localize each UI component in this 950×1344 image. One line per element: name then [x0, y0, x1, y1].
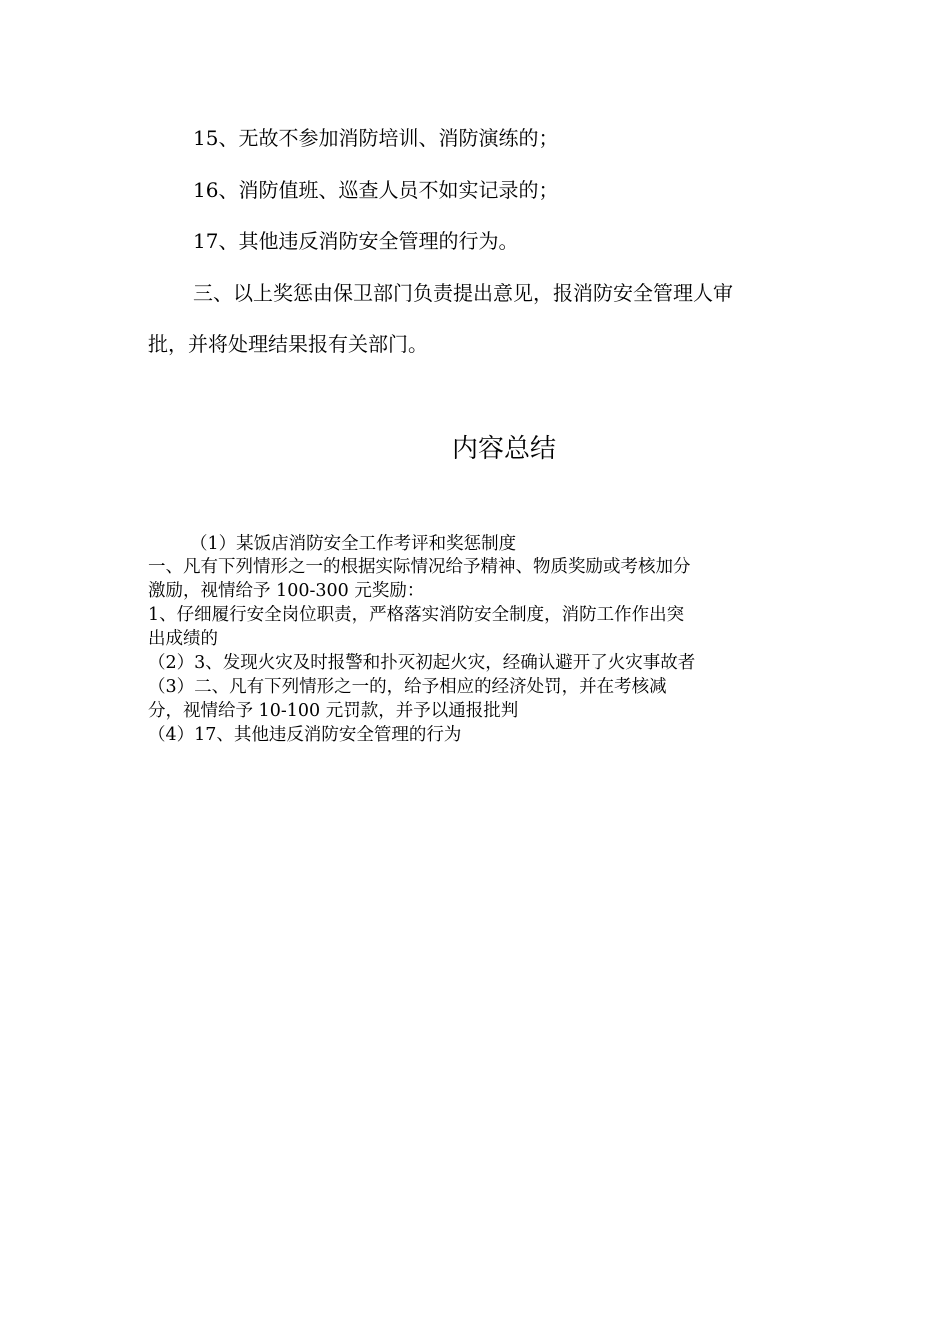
section-3-line-2: 批，并将处理结果报有关部门。	[148, 332, 428, 356]
summary-line: 1、仔细履行安全岗位职责，严格落实消防安全制度，消防工作作出突	[148, 605, 685, 625]
summary-line: 分，视情给予 10-100 元罚款，并予以通报批判	[148, 701, 519, 721]
summary-line: （4）17、其他违反消防安全管理的行为	[148, 725, 462, 745]
summary-title: 内容总结	[451, 434, 556, 464]
summary-line: 出成绩的	[148, 629, 218, 649]
section-3-line-1: 三、以上奖惩由保卫部门负责提出意见，报消防安全管理人审	[193, 281, 733, 305]
summary-line: （3）二、凡有下列情形之一的，给予相应的经济处罚，并在考核减	[148, 677, 667, 697]
summary-line: （1）某饭店消防安全工作考评和奖惩制度	[190, 534, 517, 554]
summary-line: 一、凡有下列情形之一的根据实际情况给予精神、物质奖励或考核加分	[148, 557, 691, 577]
summary-line: （2）3、发现火灾及时报警和扑灭初起火灾，经确认避开了火灾事故者	[148, 653, 696, 673]
item-15: 15、无故不参加消防培训、消防演练的；	[193, 126, 559, 150]
item-17: 17、其他违反消防安全管理的行为。	[193, 229, 519, 253]
summary-line: 激励，视情给予 100-300 元奖励：	[148, 581, 425, 601]
item-16: 16、消防值班、巡查人员不如实记录的；	[193, 178, 559, 202]
